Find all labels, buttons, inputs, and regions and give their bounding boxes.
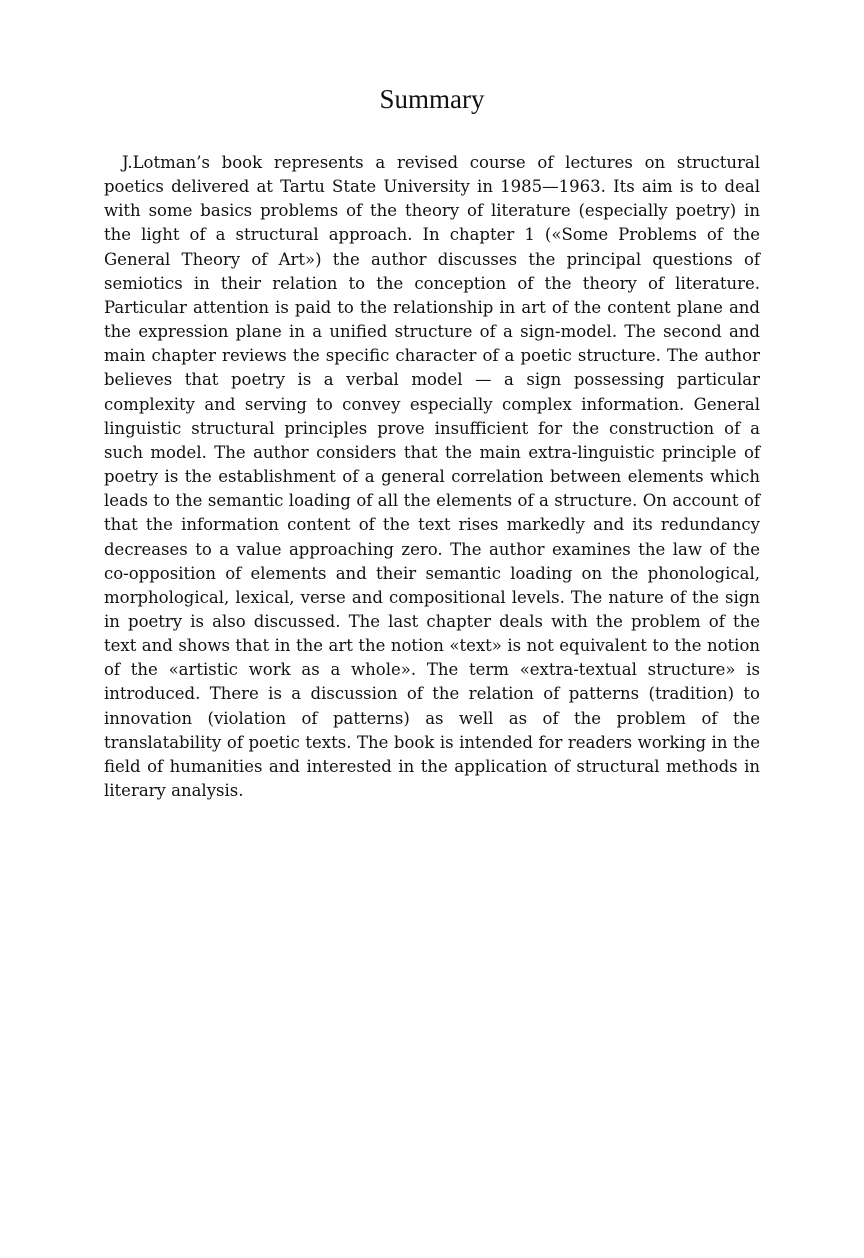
summary-paragraph: J.Lotman’s book represents a revised course of lectures on structural poetics delivered at Tartu State University in 1985—1963. Its aim is to deal with some basics problems of the theory of literature (especially poetry) in the light of a structural approach. In chapter 1 («Some Problems of the General Theory of Art») the author discusses the principal questions of semiotics in their relation to the conception of the theory of literature. Particular attention is paid to the relationship in art of the content plane and the expression plane in a unified structure of a sign-model. The second and main chapter reviews the specific character of a poetic structure. The author believes that poetry is a verbal model — a sign possessing particular complexity and serving to convey especially complex information. General linguistic structural principles prove insufficient for the construction of a such model. The author considers that the main extra-linguistic principle of poetry is the establishment of a general correlation between elements which leads to the semantic loading of all the elements of a structure. On account of that the information content of the text rises markedly and its redundancy decreases to a value approaching zero. The author examines the law of the co-opposition of elements and their semantic loading on the phonological, morphological, lexical, verse and compositional levels. The nature of the sign in poetry is also discussed. The last chapter deals with the problem of the text and shows that in the art the notion «text» is not equivalent to the notion of the «artistic work as a whole». The term «extra-textual structure» is introduced. There is a discussion of the relation of patterns (tradition) to innovation (violation of patterns) as well as of the problem of the translatability of poetic texts. The book is intended for readers working in the field of humanities and interested in the application of structural methods in literary analysis. <box>104 153 760 801</box>
page-title: Summary <box>379 84 485 114</box>
